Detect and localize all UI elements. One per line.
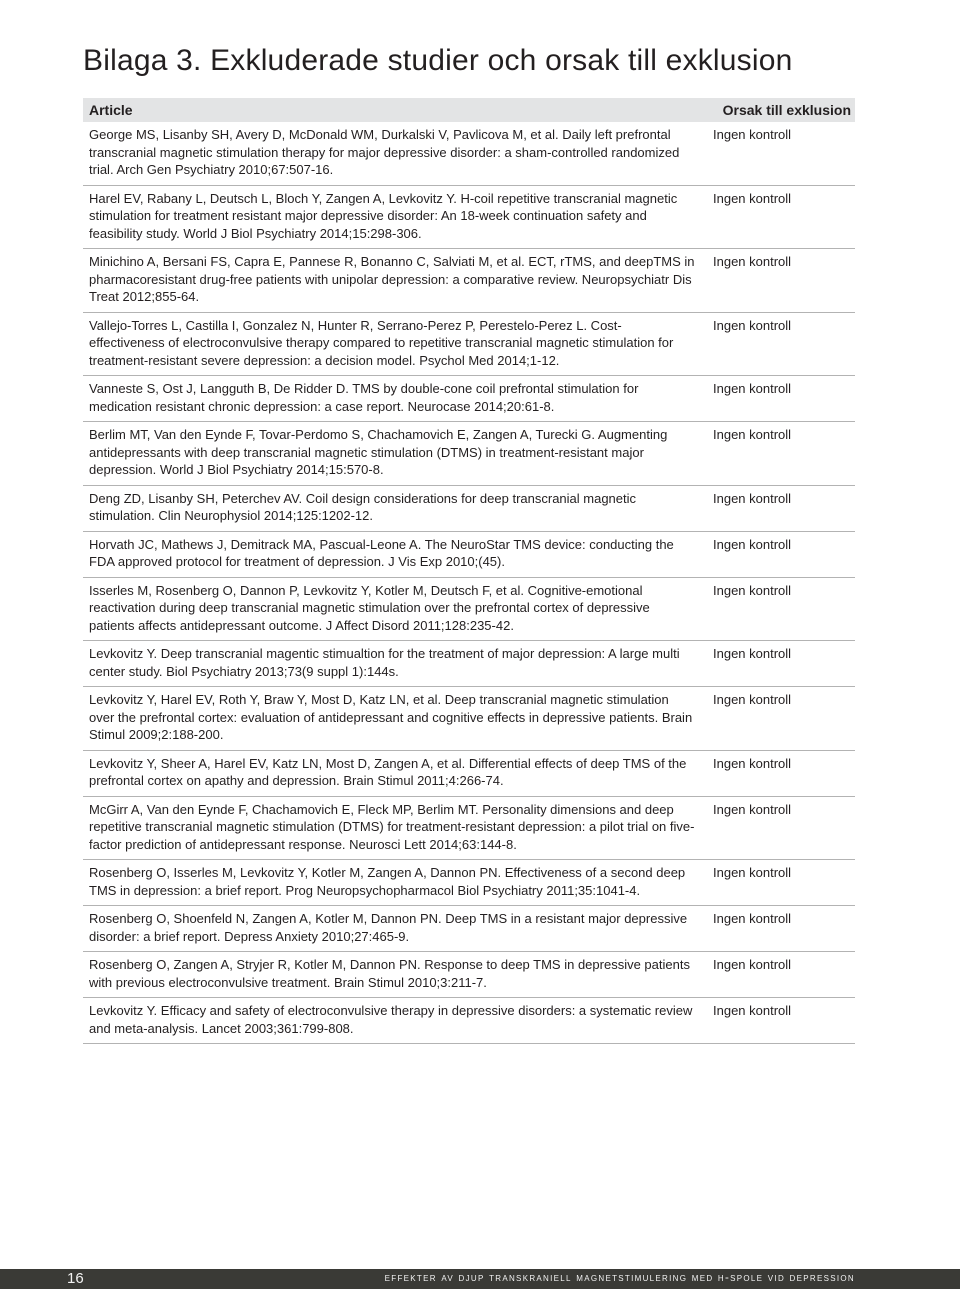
article-cell: Horvath JC, Mathews J, Demitrack MA, Pascual-Leone A. The NeuroStar TMS device: conducting the FDA approved protocol for treatment of depression. J Vis Exp 2010;(45). (89, 536, 674, 569)
table-row (83, 687, 855, 751)
article-cell: Deng ZD, Lisanby SH, Peterchev AV. Coil design considerations for deep transcranial magnetic stimulation. Clin Neurophysiol 2014;125:1202-12. (89, 490, 637, 523)
reason-cell: Ingen kontroll (713, 865, 792, 880)
reason-cell: Ingen kontroll (713, 536, 792, 552)
article-cell: Levkovitz Y, Sheer A, Harel EV, Katz LN, Most D, Zangen A, et al. Differential effects of deep TMS of the prefrontal cortex on apathy and depression. Brain Stimul 2011;4:266-74. (89, 755, 687, 788)
reason-cell: Ingen kontroll (713, 190, 792, 206)
page-number: 16 (67, 1270, 84, 1287)
reason-cell: Ingen kontroll (713, 427, 792, 442)
table-row (83, 952, 855, 998)
reason-cell: Ingen kontroll (713, 127, 792, 142)
article-cell: Vallejo-Torres L, Castilla I, Gonzalez N, Hunter R, Serrano-Perez P, Perestelo-Perez L. Cost-effectiveness of electroconvulsive therapy compared to repetitive transcranial magnetic stimulation for treatment-resistant severe depression: a decision model. Psychol Med 2014;1-12. (89, 317, 674, 368)
reason-cell: Ingen kontroll (713, 801, 792, 817)
reason-cell: Ingen kontroll (713, 957, 792, 972)
page-title: Bilaga 3. Exkluderade studier och orsak till exklusion (83, 44, 793, 77)
article-cell: Levkovitz Y. Efficacy and safety of electroconvulsive therapy in depressive disorders: a systematic review and meta-analysis. Lancet 2003;361:799-808. (89, 1003, 693, 1036)
table-row (83, 797, 855, 861)
article-cell: Harel EV, Rabany L, Deutsch L, Bloch Y, Zangen A, Levkovitz Y. H-coil repetitive transcranial magnetic stimulation for treatment resistant major depressive disorder: An 18-week continuation safety and feasibility study. World J Biol Psychiatry 2014;15:298-306. (89, 190, 678, 241)
column-header-reason: Orsak till exklusion (722, 102, 851, 118)
table-row (83, 186, 855, 250)
table-row (83, 249, 855, 313)
table-row (83, 532, 855, 578)
article-cell: Berlim MT, Van den Eynde F, Tovar-Perdomo S, Chachamovich E, Zangen A, Turecki G. Augmenting antidepressants with deep transcranial magnetic stimulation (DTMS) in treatment-resistant major depression. World J Biol Psychiatry 2014;15:570-8. (89, 427, 668, 477)
table-row (83, 998, 855, 1044)
reason-cell: Ingen kontroll (713, 646, 792, 661)
table-row (83, 486, 855, 532)
table-row (83, 578, 855, 642)
article-cell: Isserles M, Rosenberg O, Dannon P, Levkovitz Y, Kotler M, Deutsch F, et al. Cognitive-emotional reactivation during deep transcranial magnetic stimulation over the prefrontal cortex of depressive patients affects antidepressant outcome. J Affect Disord 2011;128:235-42. (89, 582, 650, 633)
footer-band (0, 1269, 960, 1289)
running-title: effekter av djup transkraniell magnetstimulering med h-spole vid depression (384, 1272, 855, 1284)
article-cell: Levkovitz Y, Harel EV, Roth Y, Braw Y, Most D, Katz LN, et al. Deep transcranial magnetic stimulation over the prefrontal cortex: evaluation of antidepressant and cognitive effects in depressive patients. Brain Stimul 2009;2:188-200. (89, 692, 693, 742)
article-cell: Rosenberg O, Isserles M, Levkovitz Y, Kotler M, Zangen A, Dannon PN. Effectiveness of a second deep TMS in depression: a brief report. Prog Neuropsychopharmacol Biol Psychiatry 2011;35:1041-4. (89, 865, 686, 898)
reason-cell: Ingen kontroll (713, 490, 792, 506)
table-row (83, 422, 855, 486)
article-cell: Rosenberg O, Zangen A, Stryjer R, Kotler M, Dannon PN. Response to deep TMS in depressive patients with previous electroconvulsive treatment. Brain Stimul 2010;3:211-7. (89, 957, 690, 990)
table-row (83, 122, 855, 186)
reason-cell: Ingen kontroll (713, 381, 792, 396)
reason-cell: Ingen kontroll (713, 1003, 792, 1018)
table-row (83, 313, 855, 377)
column-header-article: Article (89, 102, 133, 118)
reason-cell: Ingen kontroll (713, 911, 792, 926)
article-cell: Minichino A, Bersani FS, Capra E, Pannese R, Bonanno C, Salviati M, et al. ECT, rTMS, and deepTMS in pharmacoresistant drug-free patients with unipolar depression: a comparative review. Neuropsychiatr Dis Treat 2012;855-64. (89, 254, 695, 304)
reason-cell: Ingen kontroll (713, 317, 792, 333)
article-cell: George MS, Lisanby SH, Avery D, McDonald WM, Durkalski V, Pavlicova M, et al. Daily left prefrontal transcranial magnetic stimulation therapy for major depressive disorder: a sham-controlled randomized trial. Arch Gen Psychiatry 2010;67:507-16. (89, 127, 680, 177)
article-cell: Levkovitz Y. Deep transcranial magentic stimualtion for the treatment of major depression: A large multi center study. Biol Psychiatry 2013;73(9 suppl 1):144s. (89, 646, 680, 679)
reason-cell: Ingen kontroll (713, 755, 792, 771)
exclusion-table (83, 98, 855, 1044)
article-cell: Rosenberg O, Shoenfeld N, Zangen A, Kotler M, Dannon PN. Deep TMS in a resistant major depressive disorder: a brief report. Depress Anxiety 2010;27:465-9. (89, 911, 688, 944)
reason-cell: Ingen kontroll (713, 692, 792, 707)
article-cell: Vanneste S, Ost J, Langguth B, De Ridder D. TMS by double-cone coil prefrontal stimulation for medication resistant chronic depression: a case report. Neurocase 2014;20:61-8. (89, 381, 639, 414)
article-cell: McGirr A, Van den Eynde F, Chachamovich E, Fleck MP, Berlim MT. Personality dimensions and deep repetitive transcranial magnetic stimulation (DTMS) for treatment-resistant depression: a pilot trial on five-factor prediction of antidepressant response. Neurosci Lett 2014;63:144-8. (89, 801, 695, 852)
reason-cell: Ingen kontroll (713, 254, 792, 269)
table-header (83, 98, 855, 122)
table-row (83, 860, 855, 906)
table-row (83, 376, 855, 422)
reason-cell: Ingen kontroll (713, 582, 792, 598)
table-row (83, 751, 855, 797)
table-row (83, 906, 855, 952)
table-row (83, 641, 855, 687)
